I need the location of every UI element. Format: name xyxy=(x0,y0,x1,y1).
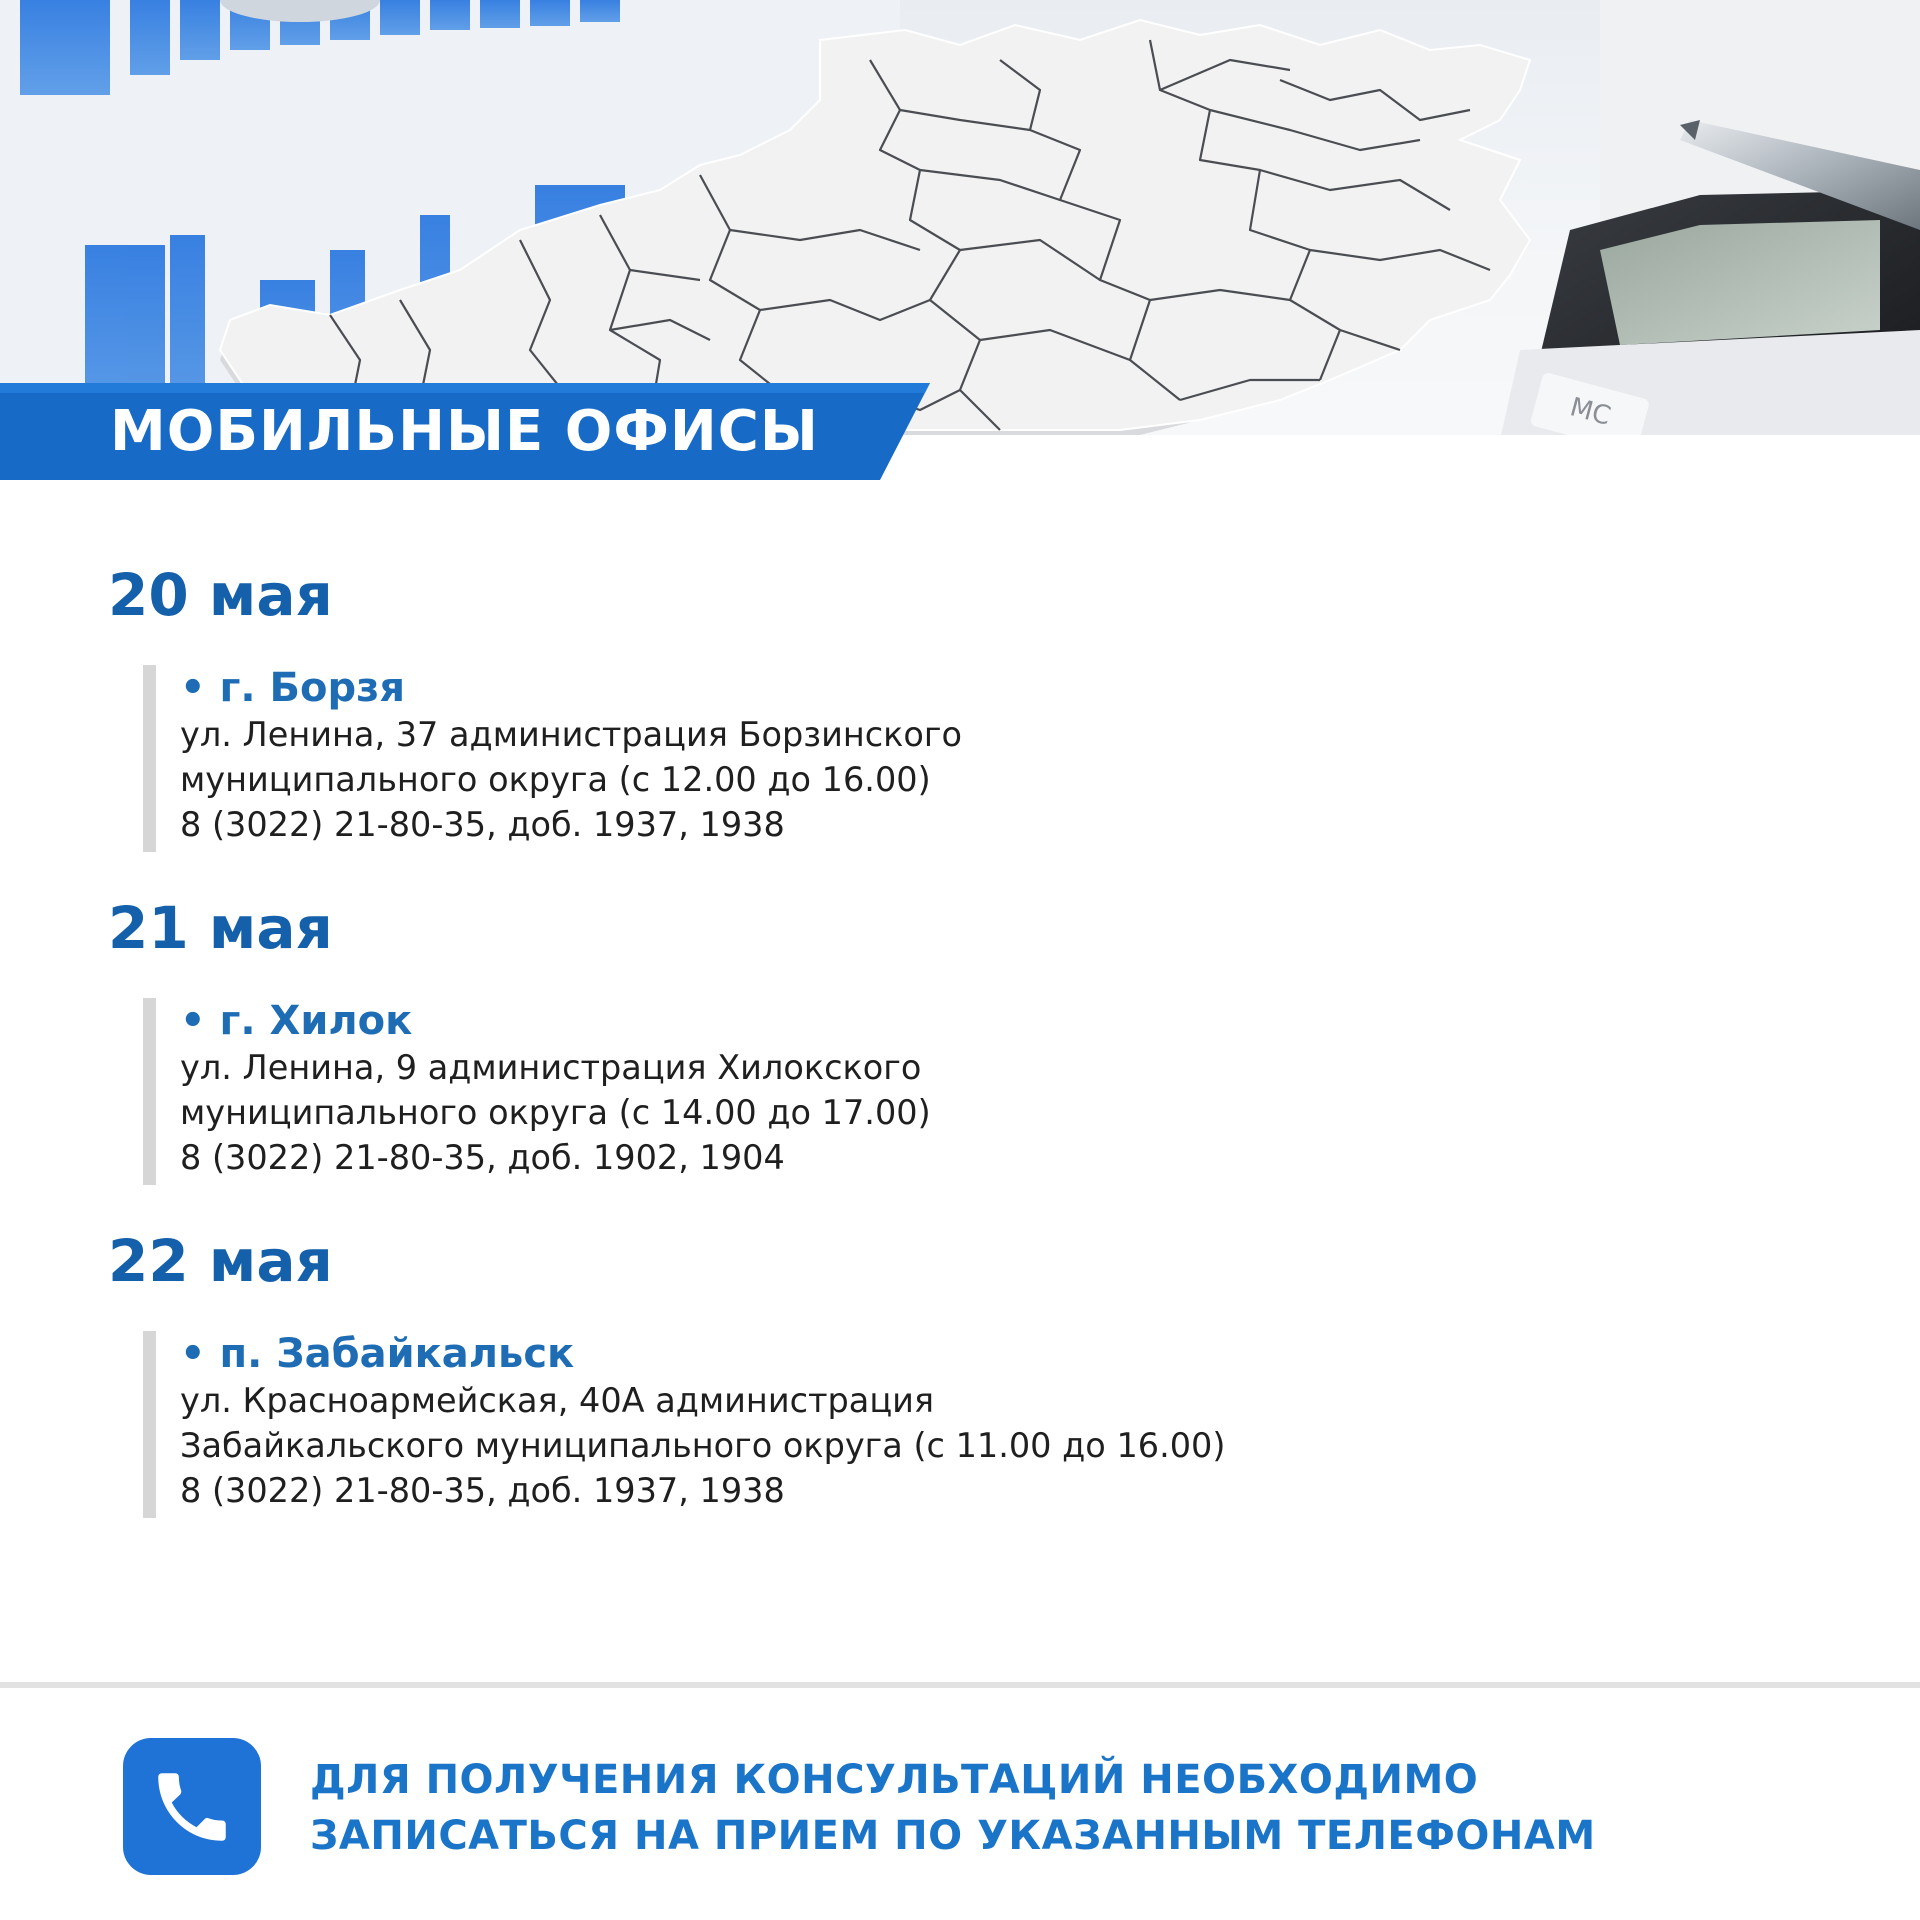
entry-rule xyxy=(143,998,156,1185)
entry-phone: 8 (3022) 21-80-35, доб. 1902, 1904 xyxy=(180,1138,785,1177)
entry-address: ул. Красноармейская, 40А администрация xyxy=(180,1381,935,1420)
hero-illustration xyxy=(0,0,1920,440)
entry-rule xyxy=(143,665,156,852)
entry-address-cont: муниципального округа (с 14.00 до 17.00) xyxy=(180,1093,931,1132)
phone-glyph xyxy=(147,1762,237,1852)
footer-note-line-2: ЗАПИСАТЬСЯ НА ПРИЕМ ПО УКАЗАННЫМ ТЕЛЕФОНАМ xyxy=(310,1813,1596,1859)
entry-address-cont: муниципального округа (с 12.00 до 16.00) xyxy=(180,760,931,799)
entry-date: 20 мая xyxy=(108,561,333,629)
entry-address: ул. Ленина, 37 администрация Борзинского xyxy=(180,715,962,754)
calculator-key-mc: MC xyxy=(1566,392,1614,432)
entry-city: • г. Борзя xyxy=(180,665,406,711)
page-title: МОБИЛЬНЫЕ ОФИСЫ xyxy=(110,399,819,464)
phone-icon xyxy=(123,1738,261,1875)
entry-city: • п. Забайкальск xyxy=(180,1331,575,1377)
entry-address: ул. Ленина, 9 администрация Хилокского xyxy=(180,1048,922,1087)
footer-note-line-1: ДЛЯ ПОЛУЧЕНИЯ КОНСУЛЬТАЦИЙ НЕОБХОДИМО xyxy=(310,1757,1479,1803)
entry-city: • г. Хилок xyxy=(180,998,413,1044)
entry-phone: 8 (3022) 21-80-35, доб. 1937, 1938 xyxy=(180,805,785,844)
entry-address-cont: Забайкальского муниципального округа (с 11.00 до 16.00) xyxy=(180,1426,1226,1465)
footer-divider xyxy=(0,1682,1920,1688)
entry-phone: 8 (3022) 21-80-35, доб. 1937, 1938 xyxy=(180,1471,785,1510)
hero-image xyxy=(0,0,1920,440)
entry-rule xyxy=(143,1331,156,1518)
entry-date: 21 мая xyxy=(108,894,333,962)
entry-date: 22 мая xyxy=(108,1227,333,1295)
